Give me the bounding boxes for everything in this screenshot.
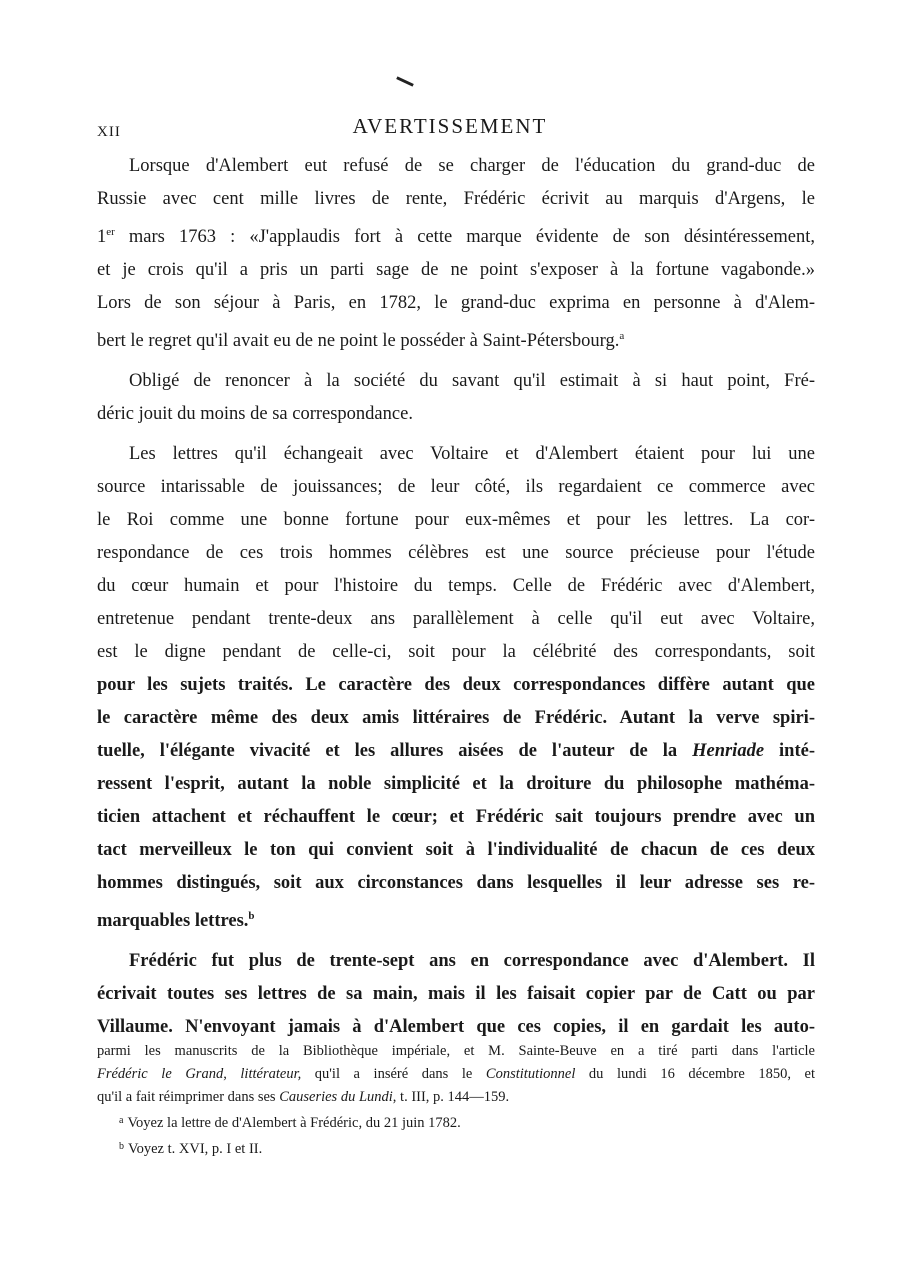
text-line: écrivait toutes ses lettres de sa main, mais il les faisait copier par de Catt ou par <box>97 984 815 1004</box>
text-line: du cœur humain et pour l'histoire du temps. Celle de Frédéric avec d'Alembert, <box>97 576 815 596</box>
text-line: ressent l'esprit, autant la noble simplicité et la droiture du philosophe mathéma- <box>97 774 815 794</box>
text-line: source intarissable de jouissances; de leur côté, ils regardaient ce commerce avec <box>97 477 815 497</box>
text-line: et je crois qu'il a pris un parti sage de ne point s'exposer à la fortune vagabonde.» <box>97 260 815 280</box>
text-line <box>97 216 815 254</box>
text-line: ticien attachent et réchauffent le cœur; et Frédéric sait toujours prendre avec un <box>97 807 815 827</box>
stray-mark <box>396 76 414 86</box>
text-line: pour les sujets traités. Le caractère des deux correspondances diffère autant que <box>97 675 815 695</box>
footnote-text: Voyez t. XVI, p. I et II. <box>128 1141 263 1157</box>
text-line: Russie avec cent mille livres de rente, Frédéric écrivit au marquis d'Argens, le <box>97 189 815 209</box>
footnotes <box>97 1040 815 1161</box>
text-line <box>97 735 815 768</box>
footnote-ref-a: a <box>619 330 625 342</box>
footnote-continuation <box>97 1063 815 1086</box>
footnote-marker: b <box>119 1141 124 1152</box>
italic-title: Frédéric le Grand <box>97 1066 224 1082</box>
text-line: le Roi comme une bonne fortune pour eux-mêmes et pour les lettres. La cor- <box>97 510 815 530</box>
text: 1 <box>97 227 107 247</box>
text-line: est le digne pendant de celle-ci, soit pour la célébrité des correspondants, soit <box>97 642 815 662</box>
text-line: respondance de ces trois hommes célèbres est une source précieuse pour l'étude <box>97 543 815 563</box>
text-line: déric jouit du moins de sa correspondance. <box>97 404 413 424</box>
footnote-marker: a <box>119 1115 124 1126</box>
text-line: Lors de son séjour à Paris, en 1782, le grand-duc exprima en personne à d'Alem- <box>97 293 815 313</box>
body-text <box>97 150 815 1044</box>
page-title: AVERTISSEMENT <box>352 114 548 138</box>
footnote-continuation: parmi les manuscrits de la Bibliothèque impériale, et M. Sainte-Beuve en a tiré parti dans l'article <box>97 1043 815 1059</box>
paragraph-2 <box>97 365 815 431</box>
text: inté- <box>764 741 815 761</box>
text: mars 1763 : «J'applaudis fort à cette marque évidente de son désintéressement, <box>114 227 815 247</box>
text-line <box>97 900 815 938</box>
italic-title: littérateur, <box>240 1066 302 1082</box>
paragraph-1 <box>97 150 815 358</box>
text-line: Lorsque d'Alembert eut refusé de se charger de l'éducation du grand-duc de <box>129 156 815 176</box>
text: bert le regret qu'il avait eu de ne point le posséder à Saint-Pétersbourg. <box>97 331 620 351</box>
text: qu'il a inséré dans le <box>301 1066 486 1082</box>
paragraph-4 <box>97 945 815 1044</box>
text: marquables lettres. <box>97 911 249 931</box>
text: , t. III, p. 144—159. <box>392 1089 510 1105</box>
text-line: Frédéric fut plus de trente-sept ans en correspondance avec d'Alembert. Il <box>129 951 815 971</box>
text: , <box>223 1066 241 1082</box>
italic-title: Henriade <box>692 741 765 761</box>
text: du lundi 16 décembre 1850, et <box>575 1066 816 1082</box>
superscript: er <box>106 226 115 238</box>
footnote-continuation <box>97 1086 815 1109</box>
paragraph-3 <box>97 438 815 938</box>
text: qu'il a fait réimprimer dans ses <box>97 1089 280 1105</box>
text-line: Les lettres qu'il échangeait avec Voltaire et d'Alembert étaient pour lui une <box>129 444 815 464</box>
footnote-b <box>97 1135 815 1161</box>
text-line: le caractère même des deux amis littéraires de Frédéric. Autant la verve spiri- <box>97 708 815 728</box>
italic-title: Causeries du Lundi <box>279 1089 393 1105</box>
italic-title: Constitutionnel <box>485 1066 576 1082</box>
text-line: entretenue pendant trente-deux ans parallèlement à celle qu'il eut avec Voltaire, <box>97 609 815 629</box>
text-line: Villaume. N'envoyant jamais à d'Alembert que ces copies, il en gardait les auto- <box>97 1017 815 1037</box>
text-line: hommes distingués, soit aux circonstances dans lesquelles il leur adresse ses re- <box>97 873 815 893</box>
text: tuelle, l'élégante vivacité et les allures aisées de l'auteur de la <box>97 741 693 761</box>
text-line: Obligé de renoncer à la société du savant qu'il estimait à si haut point, Fré- <box>129 371 815 391</box>
text-line <box>97 320 815 358</box>
footnote-a <box>97 1109 815 1135</box>
footnote-ref-b: b <box>248 910 255 922</box>
footnote-text: Voyez la lettre de d'Alembert à Frédéric, du 21 juin 1782. <box>127 1115 461 1131</box>
text-line: tact merveilleux le ton qui convient soit à l'individualité de chacun de ces deux <box>97 840 815 860</box>
page-number: XII <box>97 124 121 140</box>
